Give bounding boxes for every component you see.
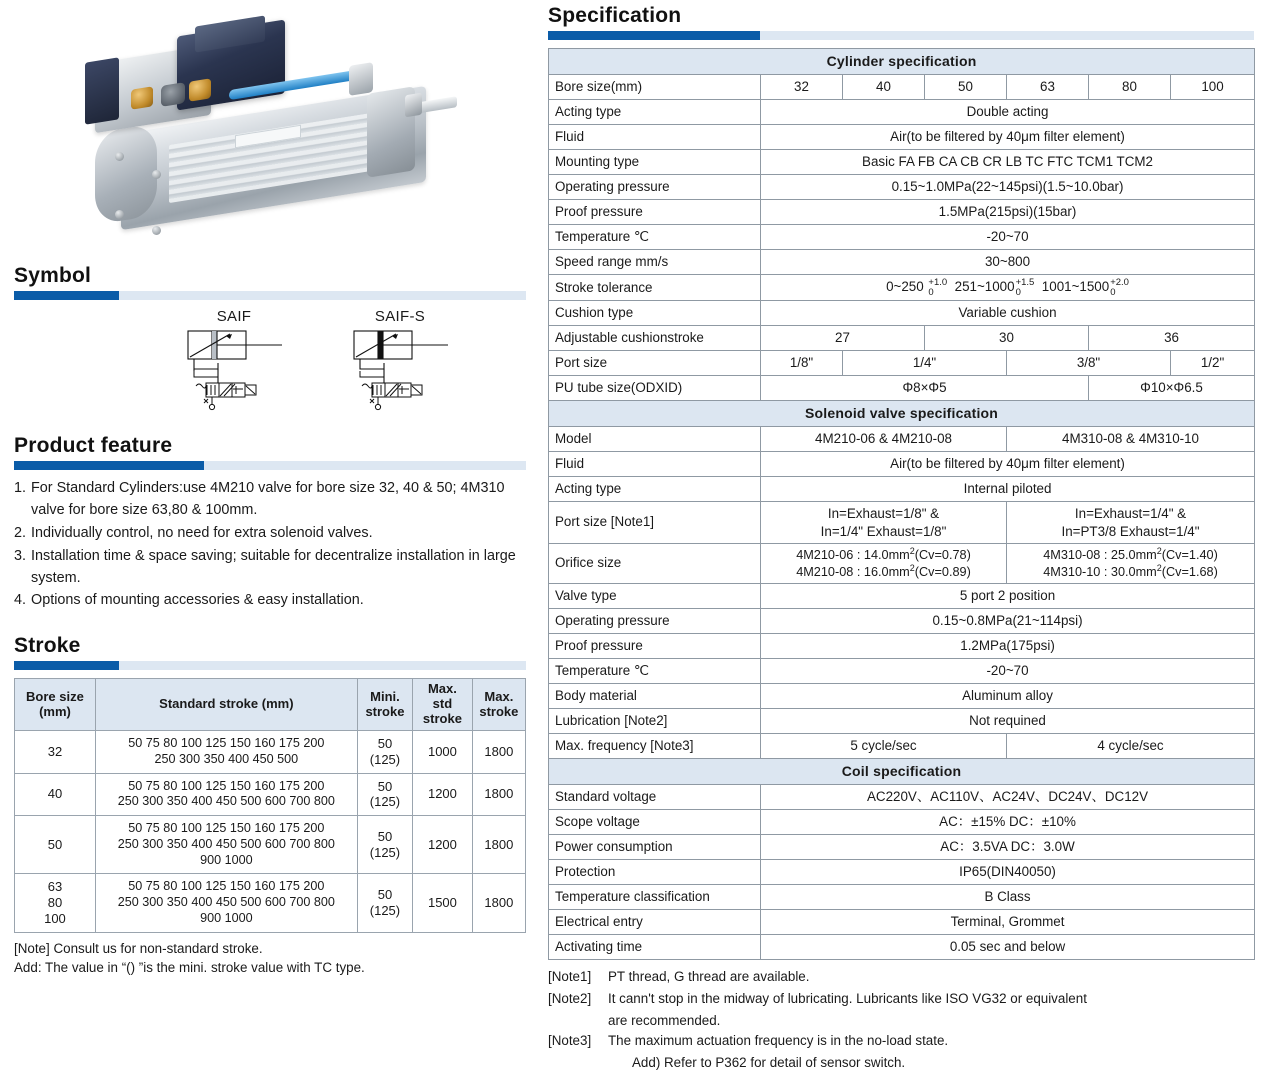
cell-max-frequency-left: 5 cycle/sec [761,733,1007,758]
stroke-tol-frac-1 [928,278,947,297]
symbol-accent-rule [14,291,526,300]
row-label-solenoid-port-size: Port size [Note1] [549,502,761,543]
orifice-right-line1 [1009,546,1252,563]
stroke-accent-rule [14,661,526,670]
cell-solenoid-temperature-value: -20~70 [761,658,1255,683]
symbol-diagrams [174,308,526,416]
stroke-tol-sup-3: +2.0 [1110,277,1129,288]
cell-bore-size: 50 [15,816,96,874]
bolt-shape [115,152,124,161]
left-column [14,0,526,977]
stroke-note-2: Add: The value in “() ”is the mini. stroke value with TC type. [14,959,365,975]
column-header-bore-line2: (mm) [39,703,71,719]
cell-standard-stroke [95,773,357,815]
table-row [549,225,1255,250]
column-header-mini-line1: Mini. [370,688,400,704]
list-item [14,590,526,612]
cell-proof-pressure-value: 1.5MPa(215psi)(15bar) [761,200,1255,225]
column-header-max-stroke [472,679,525,731]
elbow-fitting-shape [349,62,373,96]
table-row [15,874,526,932]
orifice-left-line2-text: 4M210-08 : 16.0mm [796,565,910,580]
standard-stroke-line3: 900 1000 [200,910,253,925]
cell-orifice-left [761,543,1007,583]
table-row [549,934,1255,959]
table-row [549,859,1255,884]
table-row [549,633,1255,658]
orifice-exponent: 2 [909,563,915,574]
standard-stroke-line2: 250 300 350 400 450 500 600 700 800 [117,794,335,809]
cell-power-consumption-value: AC：3.5VA DC：3.0W [761,834,1255,859]
standard-stroke-line1: 50 75 80 100 125 150 160 175 200 [128,879,325,894]
orifice-right-line1-cv: (Cv=1.40) [1161,547,1218,562]
row-label-max-frequency: Max. frequency [Note3] [549,733,761,758]
center-port-hole-shape [161,82,185,107]
mini-stroke-tc-value: (125) [369,902,401,918]
standard-stroke-line3: 900 1000 [200,852,253,867]
cell-port-size-1: 1/8" [761,351,843,376]
spec-note-3-tag: [Note3] [548,1032,592,1048]
cell-pu-tube-2: Φ10×Φ6.5 [1089,376,1255,401]
standard-stroke-line2: 250 300 350 400 450 500 600 700 800 [117,836,335,851]
cell-mini-stroke [357,816,412,874]
cell-orifice-right [1007,543,1255,583]
bore-size-line3: 100 [44,910,66,926]
row-label-acting-type: Acting type [549,100,761,125]
cell-mini-stroke [357,874,412,932]
spec-note-2-continuation: are recommended. [608,1012,721,1028]
row-label-power-consumption: Power consumption [549,834,761,859]
feature-text: Individually control, no need for extra solenoid valves. [31,524,373,541]
row-label-scope-voltage: Scope voltage [549,809,761,834]
standard-stroke-line1: 50 75 80 100 125 150 160 175 200 [128,778,325,793]
feature-number: 4. [14,592,27,609]
row-label-adjustable-cushionstroke: Adjustable cushionstroke [549,326,761,351]
port-right-line2: In=PT3/8 Exhaust=1/4" [1061,523,1200,539]
table-row [549,608,1255,633]
cell-electrical-entry-value: Terminal, Grommet [761,909,1255,934]
cylinder-solenoid-valve-symbol-magnetic-icon [340,327,460,411]
row-label-mounting-type: Mounting type [549,150,761,175]
port-left-line2: In=1/4" Exhaust=1/8" [820,523,947,539]
product-feature-list [14,478,526,612]
table-row [549,909,1255,934]
cell-bore-80: 80 [1089,75,1171,100]
orifice-left-line1-cv: (Cv=0.78) [914,547,971,562]
row-label-electrical-entry: Electrical entry [549,909,761,934]
cell-standard-voltage-value: AC220V、AC110V、AC24V、DC24V、DC12V [761,784,1255,809]
row-label-solenoid-acting-type: Acting type [549,477,761,502]
bolt-shape [152,170,161,179]
cell-scope-voltage-value: AC：±15% DC：±10% [761,809,1255,834]
orifice-left-line1-text: 4M210-06 : 14.0mm [796,547,910,562]
symbol-saif [174,308,294,416]
orifice-left-line1 [763,546,1004,563]
stroke-section-title: Stroke [14,634,81,658]
stroke-table [14,678,526,932]
cell-max-stroke: 1800 [472,816,525,874]
cell-bore-size: 32 [15,731,96,773]
cell-max-stroke: 1800 [472,731,525,773]
cell-bore-50: 50 [925,75,1007,100]
cell-operating-pressure-value: 0.15~1.0MPa(22~145psi)(1.5~10.0bar) [761,175,1255,200]
table-row [549,100,1255,125]
table-row [549,150,1255,175]
stroke-tol-range-3: 1001~1500 [1041,279,1110,295]
table-row [549,708,1255,733]
mini-stroke-tc-value: (125) [369,794,401,810]
cell-port-size-4: 1/2" [1171,351,1255,376]
orifice-exponent: 2 [909,545,915,556]
row-label-standard-voltage: Standard voltage [549,784,761,809]
table-row [549,502,1255,543]
cell-adj-cushion-36: 36 [1089,326,1255,351]
table-row [549,784,1255,809]
cell-pu-tube-1: Φ8×Φ5 [761,376,1089,401]
spec-note-3-body: The maximum actuation frequency is in the no-load state. [608,1032,949,1048]
cell-solenoid-port-right [1007,502,1255,543]
cell-adj-cushion-27: 27 [761,326,925,351]
column-header-mini-line2: stroke [365,703,405,719]
row-label-protection: Protection [549,859,761,884]
specification-section-title: Specification [548,4,682,27]
spec-note-1-tag: [Note1] [548,968,592,984]
specification-notes [548,967,1254,1073]
orifice-right-line2-cv: (Cv=1.68) [1161,565,1218,580]
cell-max-std-stroke: 1000 [413,731,473,773]
spec-note-1 [548,967,1254,987]
stroke-tol-sup-1: +1.0 [928,277,948,288]
table-row [549,809,1255,834]
cell-max-std-stroke: 1500 [413,874,473,932]
standard-stroke-line1: 50 75 80 100 125 150 160 175 200 [128,736,325,751]
list-item [14,546,526,590]
mini-stroke-value: 50 [377,736,393,752]
table-row [15,731,526,773]
product-photo [49,2,489,264]
cell-bore-63: 63 [1007,75,1089,100]
cell-activating-time-value: 0.05 sec and below [761,934,1255,959]
table-row [549,75,1255,100]
cell-temperature-value: -20~70 [761,225,1255,250]
right-column [548,4,1254,1073]
orifice-exponent: 2 [1156,545,1162,556]
bolt-shape [115,210,124,219]
list-item [14,523,526,545]
feature-number: 3. [14,547,27,564]
stroke-tol-range-2: 251~1000 [954,279,1015,295]
cell-adj-cushion-30: 30 [925,326,1089,351]
table-row [549,275,1255,301]
brass-fitting-right-shape [189,78,211,101]
row-label-proof-pressure: Proof pressure [549,200,761,225]
cell-standard-stroke [95,731,357,773]
table-row [15,816,526,874]
specification-accent-rule [548,31,1254,40]
port-right-line1: In=Exhaust=1/4" & [1074,506,1187,522]
table-row [549,175,1255,200]
table-row [549,884,1255,909]
feature-accent-rule [14,461,526,470]
cell-protection-value: IP65(DIN40050) [761,859,1255,884]
group-title-cylinder: Cylinder specification [549,49,1255,75]
table-row [549,351,1255,376]
table-row [549,543,1255,583]
row-label-activating-time: Activating time [549,934,761,959]
cell-solenoid-operating-pressure-value: 0.15~0.8MPa(21~114psi) [761,608,1255,633]
row-label-valve-type: Valve type [549,583,761,608]
row-label-lubrication: Lubrication [Note2] [549,708,761,733]
bore-size-line1: 63 [47,879,63,895]
cell-bore-size: 40 [15,773,96,815]
group-header-row-solenoid [549,401,1255,427]
group-header-row-coil [549,758,1255,784]
standard-stroke-line2: 250 300 350 400 450 500 600 700 800 [117,895,335,910]
cell-max-stroke: 1800 [472,874,525,932]
orifice-right-line2 [1009,563,1252,580]
stroke-tol-frac-2 [1016,278,1035,297]
spec-note-2 [548,989,1254,1009]
feature-text: Installation time & space saving; suitable for decentralize installation in large system. [31,547,516,586]
table-row [549,250,1255,275]
orifice-left-line2 [763,563,1004,580]
table-row [549,683,1255,708]
stroke-tol-sub-3: 0 [1110,286,1116,298]
table-row [549,326,1255,351]
bolt-shape [152,226,161,235]
cell-valve-type-value: 5 port 2 position [761,583,1255,608]
column-header-max-std-stroke [413,679,473,731]
row-label-bore-size: Bore size(mm) [549,75,761,100]
cell-bore-32: 32 [761,75,843,100]
orifice-right-line1-text: 4M310-08 : 25.0mm [1043,547,1157,562]
standard-stroke-line2: 250 300 350 400 450 500 [154,751,299,766]
stroke-tol-range-1: 0~250 [886,279,928,295]
table-row [549,200,1255,225]
table-row [549,477,1255,502]
table-row [549,452,1255,477]
group-header-row-cylinder [549,49,1255,75]
stroke-notes [14,939,526,978]
table-row [549,834,1255,859]
row-label-fluid: Fluid [549,125,761,150]
cell-mini-stroke [357,731,412,773]
bore-size-line2: 80 [47,894,63,910]
row-label-solenoid-temperature: Temperature ℃ [549,658,761,683]
symbol-saif-s-label: SAIF-S [374,308,426,325]
row-label-solenoid-proof-pressure: Proof pressure [549,633,761,658]
table-row [549,376,1255,401]
orifice-exponent: 2 [1156,563,1162,574]
mini-stroke-value: 50 [377,828,393,844]
orifice-right-line2-text: 4M310-10 : 30.0mm [1043,565,1157,580]
stroke-note-1: [Note] Consult us for non-standard stroke. [14,940,263,956]
spec-note-2-body: It cann't stop in the midway of lubricating. Lubricants like ISO VG32 or equivalent [608,990,1087,1006]
orifice-left-line2-cv: (Cv=0.89) [914,565,971,580]
feature-text: For Standard Cylinders:use 4M210 valve for bore size 32, 40 & 50; 4M310 valve for bore size 63,80 & 100mm. [31,480,505,518]
column-header-bore-line1: Bore size [26,688,84,704]
table-row [549,427,1255,452]
mini-stroke-value: 50 [377,887,393,903]
row-label-body-material: Body material [549,683,761,708]
cell-port-size-2: 1/4" [843,351,1007,376]
stroke-tol-frac-3 [1110,278,1129,297]
spec-note-3-continuation: Add) Refer to P362 for detail of sensor switch. [632,1055,906,1071]
table-row [549,301,1255,326]
group-title-solenoid: Solenoid valve specification [549,401,1255,427]
table-row [549,658,1255,683]
column-header-maxstd-line1: Max. std [427,681,457,712]
column-header-maxstd-line2: stroke [422,711,462,727]
row-label-model: Model [549,427,761,452]
table-header-row [15,679,526,731]
stroke-tol-sub-2: 0 [1015,286,1021,298]
feature-number: 1. [14,480,27,496]
row-label-solenoid-operating-pressure: Operating pressure [549,608,761,633]
feature-number: 2. [14,524,27,541]
cell-temperature-classification-value: B Class [761,884,1255,909]
feature-section-title: Product feature [14,434,173,457]
row-label-port-size: Port size [549,351,761,376]
cell-lubrication-value: Not requined [761,708,1255,733]
row-label-speed-range: Speed range mm/s [549,250,761,275]
cell-bore-100: 100 [1171,75,1255,100]
group-title-coil: Coil specification [549,758,1255,784]
valve-left-block-shape [85,57,119,124]
symbol-saif-label: SAIF [216,308,252,325]
cell-cushion-type-value: Variable cushion [761,301,1255,326]
symbol-saif-s [340,308,460,416]
cell-acting-type-value: Double acting [761,100,1255,125]
row-label-solenoid-fluid: Fluid [549,452,761,477]
port-left-line1: In=Exhaust=1/8" & [827,506,940,522]
cell-solenoid-acting-value: Internal piloted [761,477,1255,502]
cell-mini-stroke [357,773,412,815]
row-label-orifice-size: Orifice size [549,543,761,583]
list-item [14,478,526,522]
symbol-section-title: Symbol [14,264,92,287]
spec-note-2-tag: [Note2] [548,990,592,1006]
table-row [549,733,1255,758]
cell-bore-size [15,874,96,932]
cell-standard-stroke [95,874,357,932]
spec-note-1-body: PT thread, G thread are available. [608,968,810,984]
row-label-temperature-classification: Temperature classification [549,884,761,909]
cell-max-frequency-right: 4 cycle/sec [1007,733,1255,758]
specification-table [548,48,1255,960]
table-row [549,583,1255,608]
cell-bore-40: 40 [843,75,925,100]
cell-fluid-value: Air(to be filtered by 40μm filter element) [761,125,1255,150]
cell-max-stroke: 1800 [472,773,525,815]
cell-mounting-type-value: Basic FA FB CA CB CR LB TC FTC TCM1 TCM2 [761,150,1255,175]
table-row [15,773,526,815]
cell-model-left: 4M210-06 & 4M210-08 [761,427,1007,452]
row-label-temperature: Temperature ℃ [549,225,761,250]
column-header-max-line1: Max. [484,688,514,704]
cell-solenoid-fluid-value: Air(to be filtered by 40μm filter element) [761,452,1255,477]
cell-port-size-3: 3/8" [1007,351,1171,376]
cell-speed-range-value: 30~800 [761,250,1255,275]
brass-fitting-left-shape [131,86,153,109]
row-label-pu-tube-size: PU tube size(ODXID) [549,376,761,401]
column-header-mini-stroke [357,679,412,731]
product-photo-image [49,2,489,264]
spec-note-3 [548,1031,1254,1051]
cell-max-std-stroke: 1200 [413,773,473,815]
row-label-operating-pressure: Operating pressure [549,175,761,200]
cell-model-right: 4M310-08 & 4M310-10 [1007,427,1255,452]
table-row [549,125,1255,150]
column-header-standard-stroke: Standard stroke (mm) [95,679,357,731]
cell-standard-stroke [95,816,357,874]
cell-stroke-tolerance-value [761,275,1255,301]
column-header-max-line2: stroke [479,703,519,719]
mini-stroke-tc-value: (125) [369,844,401,860]
cell-max-std-stroke: 1200 [413,816,473,874]
mini-stroke-value: 50 [377,778,393,794]
standard-stroke-line1: 50 75 80 100 125 150 160 175 200 [128,821,325,836]
column-header-bore-size [15,679,96,731]
stroke-tol-sup-2: +1.5 [1015,277,1035,288]
stroke-tol-sub-1: 0 [928,286,934,298]
cell-solenoid-proof-pressure-value: 1.2MPa(175psi) [761,633,1255,658]
cell-solenoid-port-left [761,502,1007,543]
row-label-stroke-tolerance: Stroke tolerance [549,275,761,301]
mini-stroke-tc-value: (125) [369,751,401,767]
row-label-cushion-type: Cushion type [549,301,761,326]
rod-nut-shape [405,93,422,118]
feature-text: Options of mounting accessories & easy installation. [31,592,364,609]
cell-body-material-value: Aluminum alloy [761,683,1255,708]
cylinder-solenoid-valve-symbol-icon [174,327,294,411]
